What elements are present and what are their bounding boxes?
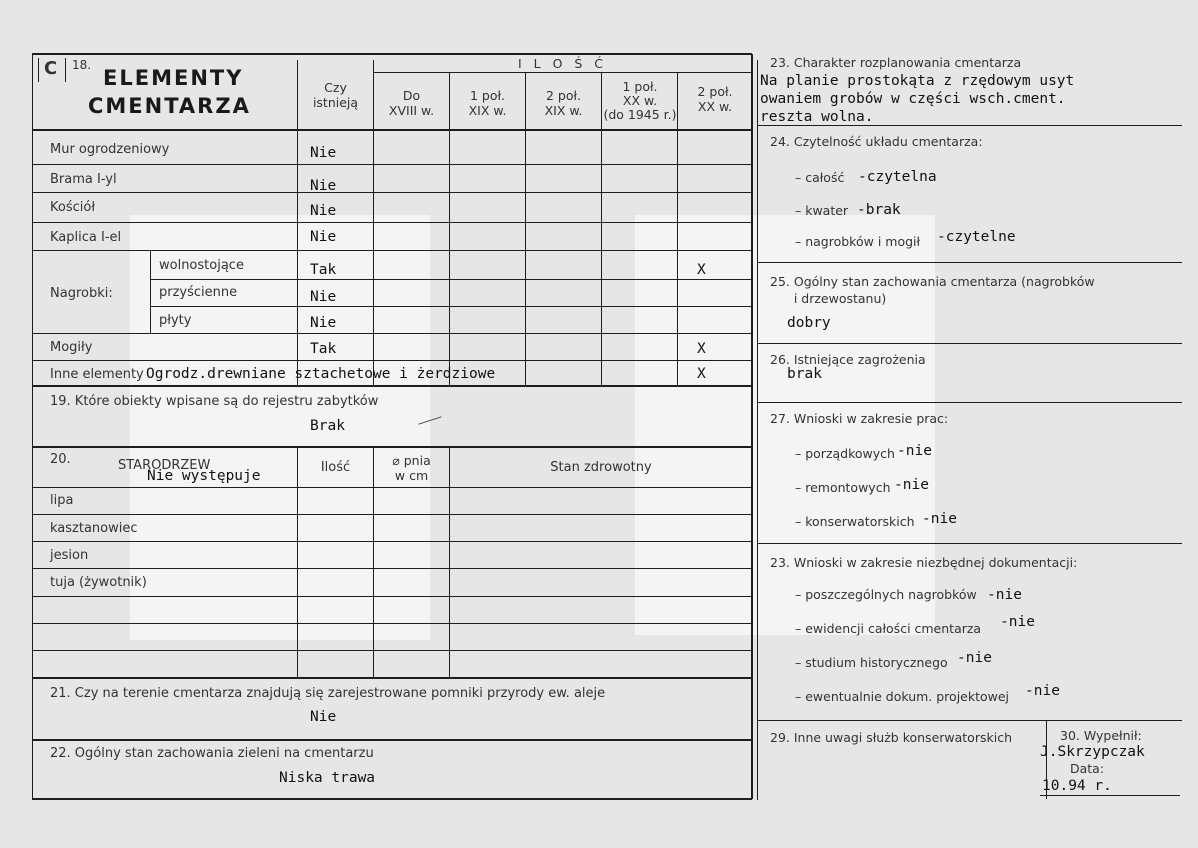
- element-exists: Nie: [310, 203, 337, 219]
- s22-value: Niska trawa: [279, 770, 376, 786]
- element-exists: Tak: [310, 262, 337, 278]
- element-exists: Nie: [310, 315, 337, 331]
- header-title-line1: ELEMENTY: [103, 66, 244, 90]
- s25-label: 25. Ogólny stan zachowania cmentarza (nagrobków i drzewostanu): [770, 274, 1095, 306]
- tree-name: tuja (żywotnik): [50, 575, 147, 590]
- s30-name: J.Skrzypczak: [1040, 744, 1145, 760]
- s24-label: 24. Czytelność układu cmentarza:: [770, 134, 983, 149]
- col-exists-header: Czy istnieją: [312, 80, 359, 110]
- s28-item-value: -nie: [987, 587, 1022, 603]
- s30-date-label: Data:: [1070, 761, 1105, 776]
- border: [751, 54, 753, 799]
- rule: [32, 129, 752, 131]
- tree-name: lipa: [50, 493, 74, 508]
- header-title-line2: CMENTARZA: [88, 94, 251, 118]
- rule: [373, 72, 752, 73]
- s23-label: 23. Charakter rozplanowania cmentarza: [770, 55, 1022, 70]
- s28-label: 23. Wnioski w zakresie niezbędnej dokumentacji:: [770, 555, 1078, 570]
- element-exists: Nie: [310, 145, 337, 161]
- col-1xx-header: 1 poł. XX w. (do 1945 r.): [603, 79, 677, 122]
- element-label: Brama I-yl: [50, 172, 117, 187]
- s27-item-value: -nie: [894, 477, 929, 493]
- s24-item-prefix: – kwater: [795, 203, 849, 218]
- element-mark: X: [697, 341, 706, 357]
- s19-label: 19. Które obiekty wpisane są do rejestru zabytków: [50, 394, 379, 409]
- rule: [525, 72, 526, 385]
- s26-label: 26. Istniejące zagrożenia: [770, 352, 926, 367]
- s24-item-value: -czytelna: [858, 169, 937, 185]
- element-exists: Nie: [310, 178, 337, 194]
- border: [32, 54, 33, 799]
- element-label: wolnostojące: [159, 258, 244, 273]
- nagrobki-label: Nagrobki:: [50, 286, 113, 301]
- col-2xix-header: 2 poł. XIX w.: [544, 88, 583, 118]
- s28-item-value: -nie: [1000, 614, 1035, 630]
- element-label: Mur ogrodzeniowy: [50, 142, 170, 157]
- s20-number: 20.: [50, 452, 71, 467]
- other-elements-mark: X: [697, 366, 706, 382]
- element-exists: Nie: [310, 229, 337, 245]
- element-exists: Tak: [310, 341, 337, 357]
- s20-qty-header: Ilość: [320, 460, 351, 475]
- rule: [449, 72, 450, 385]
- s21-value: Nie: [310, 709, 337, 725]
- element-mark: X: [697, 262, 706, 278]
- element-label: Kościół: [50, 200, 96, 215]
- s28-item-prefix: – studium historycznego: [795, 655, 948, 670]
- element-label: Kaplica I-el: [50, 230, 122, 245]
- other-elements-value: Ogrodz.drewniane sztachetowe i żerdziowe: [146, 366, 496, 382]
- s30-date: 10.94 r.: [1042, 778, 1112, 794]
- element-label: płyty: [159, 313, 192, 328]
- border: [32, 53, 752, 55]
- s21-label: 21. Czy na terenie cmentarza znajdują się zarejestrowane pomniki przyrody ew. aleje: [50, 686, 606, 701]
- s20-title: STARODRZEW: [118, 458, 211, 473]
- s27-item-value: -nie: [922, 511, 957, 527]
- s23-line3: reszta wolna.: [760, 109, 874, 125]
- other-elements-label: Inne elementy: [50, 367, 144, 382]
- col-2xx-header: 2 poł. XX w.: [697, 84, 733, 114]
- element-exists: Nie: [310, 289, 337, 305]
- col-xviii-header: Do XVIII w.: [388, 88, 435, 118]
- element-label: Mogiły: [50, 340, 93, 355]
- s27-item-prefix: – remontowych: [795, 480, 891, 495]
- col-1xix-header: 1 poł. XIX w.: [468, 88, 507, 118]
- col-quantity-header: I L O Ś Ć: [517, 56, 608, 71]
- s23-line1: Na planie prostokąta z rzędowym usyt: [760, 73, 1075, 89]
- s26-value: brak: [787, 366, 822, 382]
- s19-value: Brak: [310, 418, 345, 434]
- s25-value: dobry: [787, 315, 831, 331]
- s20-diam-header: ⌀ pnia w cm: [392, 453, 431, 483]
- tree-name: kasztanowiec: [50, 521, 138, 536]
- s28-item-value: -nie: [1025, 683, 1060, 699]
- card-code: C: [44, 58, 58, 79]
- s30-label: 30. Wypełnił:: [1060, 728, 1142, 743]
- s29-label: 29. Inne uwagi służb konserwatorskich: [770, 730, 1012, 745]
- s24-item-value: -czytelne: [937, 229, 1016, 245]
- section-number: 18.: [72, 58, 92, 72]
- s23-line2: owaniem grobów w części wsch.cment.: [760, 91, 1066, 107]
- s22-label: 22. Ogólny stan zachowania zieleni na cmentarzu: [50, 746, 374, 761]
- s24-item-prefix: – całość: [795, 170, 845, 185]
- element-label: przyścienne: [159, 285, 238, 300]
- s24-item-prefix: – nagrobków i mogił: [795, 234, 921, 249]
- s28-item-prefix: – poszczególnych nagrobków: [795, 587, 977, 602]
- s20-note: Nie występuje: [147, 468, 261, 484]
- s24-item-value: -brak: [857, 202, 901, 218]
- s28-item-prefix: – ewentualnie dokum. projektowej: [795, 689, 1010, 704]
- tree-name: jesion: [50, 548, 89, 563]
- s28-item-value: -nie: [957, 650, 992, 666]
- s27-item-value: -nie: [897, 443, 932, 459]
- s20-health-header: Stan zdrowotny: [550, 460, 652, 475]
- s27-label: 27. Wnioski w zakresie prac:: [770, 411, 949, 426]
- s28-item-prefix: – ewidencji całości cmentarza: [795, 621, 982, 636]
- s27-item-prefix: – konserwatorskich: [795, 514, 915, 529]
- s27-item-prefix: – porządkowych: [795, 446, 895, 461]
